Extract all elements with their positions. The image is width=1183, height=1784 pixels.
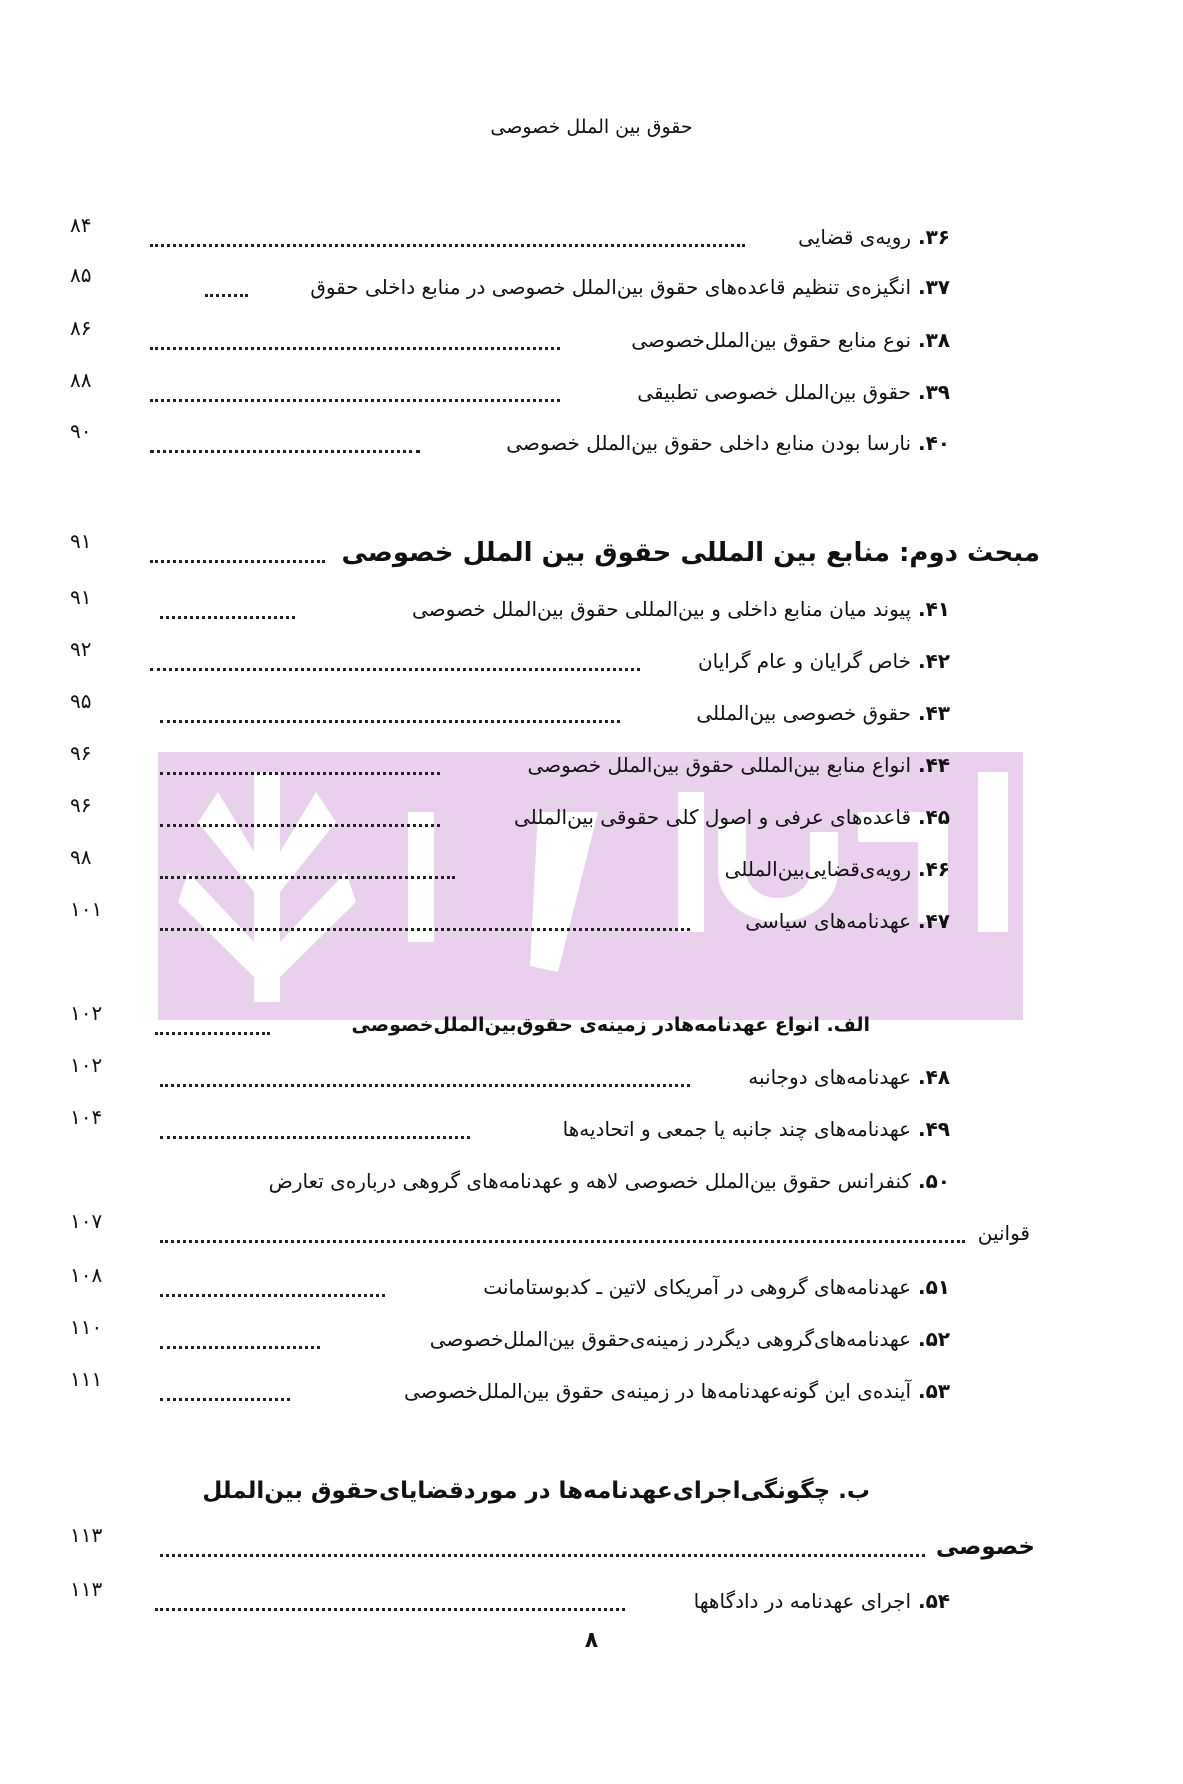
- page-ref: ۹۱: [70, 585, 92, 609]
- toc-entry: [725, 854, 950, 884]
- entry-number: ۴۰.: [911, 431, 950, 455]
- entry-number: ۳۸.: [911, 328, 950, 352]
- page-ref: ۱۰۱: [70, 897, 103, 921]
- dot-leader: [160, 928, 690, 931]
- dot-leader: [160, 824, 440, 827]
- toc-entry: [748, 1062, 950, 1092]
- toc-entry: [404, 1376, 950, 1406]
- page-ref: ۸۴: [70, 213, 92, 237]
- dot-leader: [160, 1346, 320, 1349]
- dot-leader: [150, 399, 560, 402]
- dot-leader: [205, 294, 248, 297]
- page-ref: ۸۸: [70, 368, 92, 392]
- entry-title: مبحث دوم: منابع بین المللی حقوق بین الملل خصوصی: [341, 538, 1040, 568]
- entry-title: الف. انواع عهدنامه‌هادر زمینه‌ی حقوق‌بین‌الملل‌خصوصی: [351, 1014, 870, 1036]
- dot-leader: [160, 1136, 470, 1139]
- page-ref: ۹۰: [70, 419, 92, 443]
- subsection-heading-continuation: [936, 1532, 1035, 1562]
- dot-leader: [150, 668, 640, 671]
- entry-title: قوانین: [977, 1221, 1030, 1245]
- entry-title: رویه‌ی‌قضایی‌بین‌المللی: [724, 857, 912, 881]
- toc-entry: [506, 428, 950, 458]
- subsection-heading: [202, 1476, 870, 1506]
- entry-title: عهدنامه‌های دوجانبه: [748, 1065, 912, 1089]
- dot-leader: [160, 876, 455, 879]
- entry-title: حقوق خصوصی بین‌المللی: [696, 701, 912, 725]
- entry-number: ۴۲.: [911, 649, 950, 673]
- toc-entry: [637, 377, 950, 407]
- toc-entry: [527, 750, 950, 780]
- entry-number: ۴۶.: [911, 857, 950, 881]
- entry-title: رویه‌ی قضایی: [798, 225, 912, 249]
- page-ref: ۹۸: [70, 845, 92, 869]
- toc-entry: [269, 1166, 950, 1196]
- page-ref: ۱۱۳: [70, 1523, 103, 1547]
- dot-leader: [150, 450, 420, 453]
- running-header: حقوق بین الملل خصوصی: [490, 116, 693, 138]
- entry-title: عهدنامه‌های گروهی در آمریکای لاتین ـ کدبوستامانت: [483, 1275, 912, 1299]
- entry-title: انواع منابع بین‌المللی حقوق بین‌الملل خصوصی: [527, 753, 912, 777]
- entry-title: خصوصی: [935, 1534, 1035, 1560]
- entry-title: انگیزه‌ی تنظیم قاعده‌های حقوق بین‌الملل خصوصی در منابع داخلی حقوق: [310, 275, 912, 299]
- entry-title: عهدنامه‌های‌گروهی دیگردر زمینه‌ی‌حقوق بین‌الملل‌خصوصی: [429, 1327, 912, 1351]
- page-ref: ۸۵: [70, 263, 92, 287]
- page-ref: ۱۰۲: [70, 1001, 103, 1025]
- toc-entry-continuation: [978, 1218, 1030, 1248]
- page-ref: ۱۰۲: [70, 1053, 103, 1077]
- dot-leader: [160, 1084, 690, 1087]
- toc-entry: [412, 594, 950, 624]
- entry-title: ب. چگونگی‌اجرای‌عهدنامه‌ها در موردقضایای‌حقوق بین‌الملل: [202, 1478, 870, 1504]
- dot-leader: [150, 244, 745, 247]
- page-ref: ۹۵: [70, 689, 92, 713]
- entry-title: خاص گرایان و عام گرایان: [697, 649, 912, 673]
- toc-entry: [430, 1324, 950, 1354]
- toc-entry: [798, 222, 950, 252]
- dot-leader: [160, 1554, 925, 1557]
- toc-entry: [696, 698, 950, 728]
- toc-entry: [310, 272, 950, 302]
- page-ref: ۹۶: [70, 793, 92, 817]
- toc-entry: [694, 1586, 950, 1616]
- dot-leader: [160, 1398, 290, 1401]
- toc-entry: [745, 906, 950, 936]
- entry-number: ۴۵.: [911, 805, 950, 829]
- entry-title: قاعده‌های عرفی و اصول کلی حقوقی بین‌المللی: [513, 805, 912, 829]
- page-ref: ۱۱۳: [70, 1577, 103, 1601]
- dot-leader: [150, 347, 560, 350]
- entry-title: کنفرانس حقوق بین‌الملل خصوصی لاهه و عهدنامه‌های گروهی درباره‌ی تعارض: [268, 1169, 912, 1193]
- entry-number: ۴۷.: [911, 909, 950, 933]
- entry-number: ۵۳.: [911, 1379, 950, 1403]
- entry-title: نارسا بودن منابع داخلی حقوق بین‌الملل خصوصی: [506, 431, 912, 455]
- page-ref: ۱۰۴: [70, 1105, 103, 1129]
- entry-title: نوع منابع حقوق بین‌الملل‌خصوصی: [631, 328, 912, 352]
- page-ref: ۹۱: [70, 529, 92, 553]
- page-ref: ۸۶: [70, 316, 92, 340]
- toc-entry: [483, 1272, 950, 1302]
- entry-title: اجرای عهدنامه در دادگاهها: [693, 1589, 912, 1613]
- page-ref: ۱۰۸: [70, 1263, 103, 1287]
- entry-number: ۵۱.: [911, 1275, 950, 1299]
- entry-number: ۴۱.: [911, 597, 950, 621]
- entry-title: عهدنامه‌های چند جانبه یا جمعی و اتحادیه‌ها: [562, 1117, 912, 1141]
- page-ref: ۱۱۰: [70, 1315, 103, 1339]
- entry-number: ۴۳.: [911, 701, 950, 725]
- entry-number: ۵۰.: [911, 1169, 950, 1193]
- dot-leader: [160, 772, 440, 775]
- page-number: ۸: [584, 1628, 599, 1653]
- dot-leader: [160, 1294, 385, 1297]
- dot-leader: [160, 616, 295, 619]
- entry-number: ۳۷.: [911, 275, 950, 299]
- entry-number: ۵۴.: [911, 1589, 950, 1613]
- entry-title: عهدنامه‌های سیاسی: [745, 909, 912, 933]
- entry-number: ۴۹.: [911, 1117, 950, 1141]
- toc-entry: [631, 325, 950, 355]
- page-ref: ۹۶: [70, 741, 92, 765]
- page-ref: ۱۱۱: [70, 1367, 103, 1391]
- entry-title: پیوند میان منابع داخلی و بین‌المللی حقوق بین‌الملل خصوصی: [412, 597, 912, 621]
- toc-entry: [514, 802, 950, 832]
- dot-leader: [160, 1240, 965, 1243]
- entry-number: ۵۲.: [911, 1327, 950, 1351]
- entry-number: ۳۹.: [911, 380, 950, 404]
- dot-leader: [160, 720, 620, 723]
- entry-number: ۴۴.: [911, 753, 950, 777]
- dot-leader: [155, 1608, 625, 1611]
- entry-title: حقوق بین‌الملل خصوصی تطبیقی: [637, 380, 912, 404]
- entry-number: ۳۶.: [911, 225, 950, 249]
- section-heading: [341, 538, 1040, 568]
- dot-leader: [150, 560, 325, 563]
- dot-leader: [155, 1032, 270, 1035]
- page-ref: ۱۰۷: [70, 1209, 103, 1233]
- toc-entry: [563, 1114, 950, 1144]
- entry-number: ۴۸.: [911, 1065, 950, 1089]
- toc-entry: [698, 646, 950, 676]
- page-ref: ۹۲: [70, 637, 92, 661]
- subsection-heading: [352, 1010, 870, 1040]
- entry-title: آینده‌ی این گونه‌عهدنامه‌ها در زمینه‌ی حقوق بین‌الملل‌خصوصی: [403, 1379, 912, 1403]
